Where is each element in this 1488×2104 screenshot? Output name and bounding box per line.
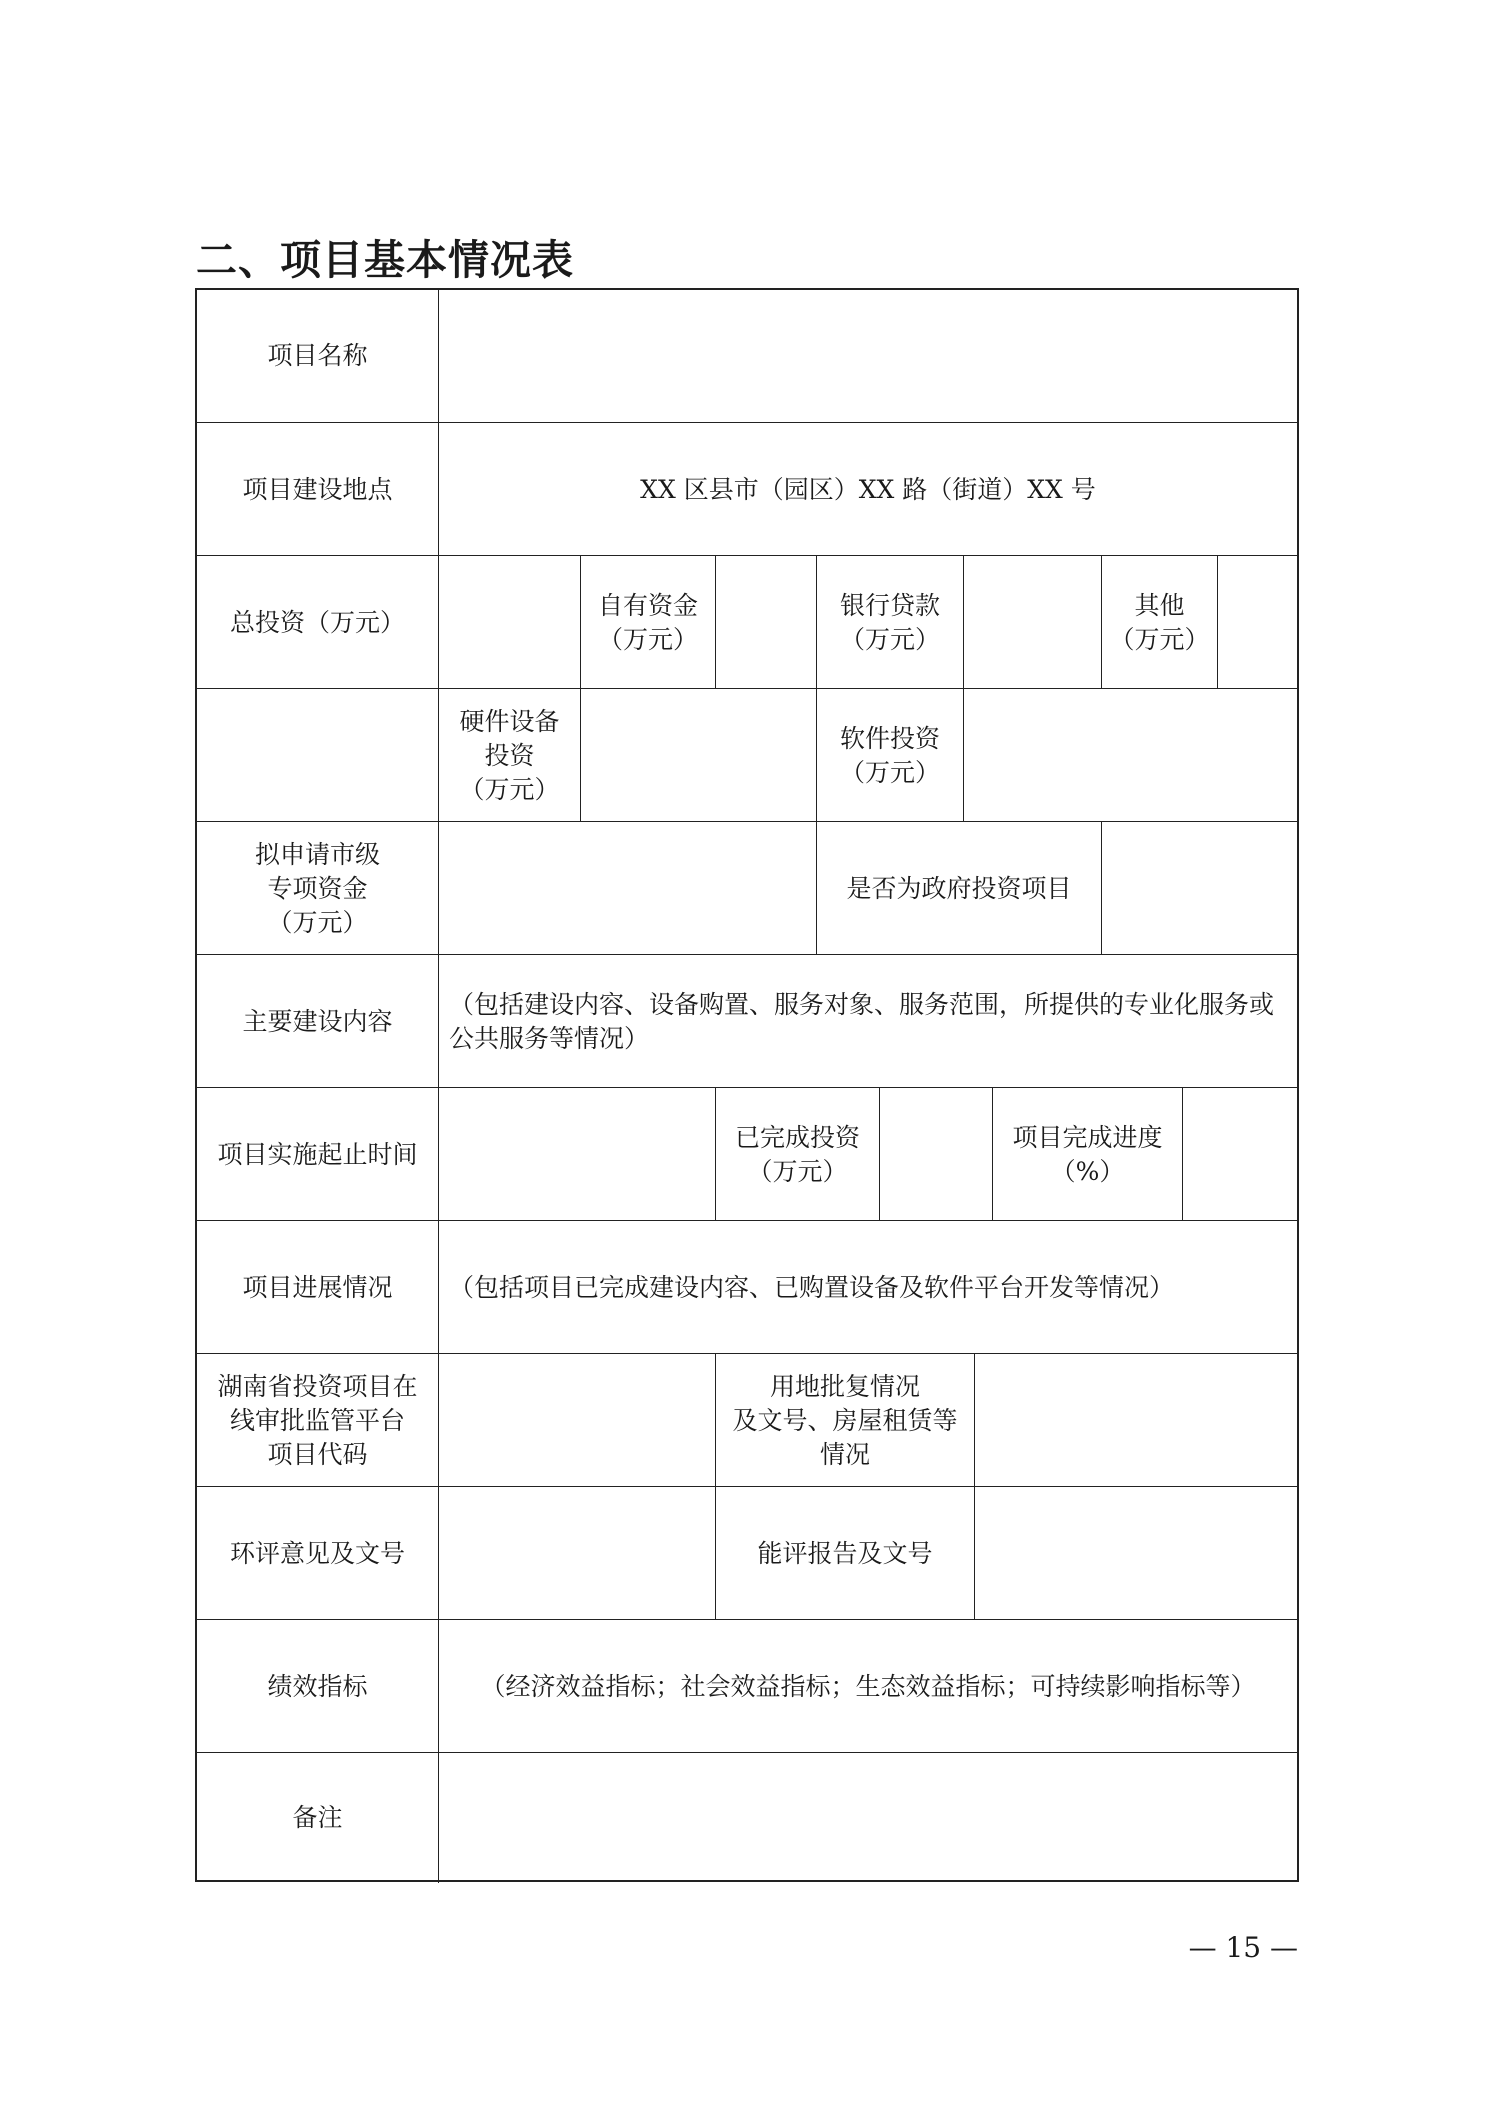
input-land-approval[interactable] [974, 1354, 1297, 1487]
input-gov-investment[interactable] [1101, 822, 1297, 955]
label-completed-investment: 已完成投资 （万元） [715, 1088, 879, 1221]
label-location: 项目建设地点 [242, 474, 393, 504]
input-main-content[interactable]: （包括建设内容、设备购置、服务对象、服务范围，所提供的专业化服务或公共服务等情况） [438, 955, 1297, 1088]
label-land-approval: 用地批复情况 及文号、房屋租赁等 情况 [715, 1354, 974, 1487]
input-own-funds[interactable] [715, 556, 816, 689]
row-performance [197, 1619, 1297, 1753]
row-hardware-software [197, 688, 1297, 822]
input-hardware-investment[interactable] [580, 689, 816, 822]
label-special-funds: 拟申请市级 专项资金 （万元） [254, 839, 380, 937]
input-eia[interactable] [438, 1487, 715, 1620]
label-main-content: 主要建设内容 [242, 1006, 393, 1036]
row-platform-code [197, 1353, 1297, 1487]
input-platform-code[interactable] [438, 1354, 715, 1487]
input-remarks[interactable] [438, 1753, 1297, 1883]
label-other-funds: 其他 （万元） [1101, 556, 1217, 689]
label-own-funds: 自有资金 （万元） [580, 556, 715, 689]
label-energy-report: 能评报告及文号 [715, 1487, 974, 1620]
row-total-investment [197, 555, 1297, 689]
input-total-investment[interactable] [438, 556, 580, 689]
label-performance: 绩效指标 [267, 1671, 368, 1701]
label-hardware-investment: 硬件设备 投资 （万元） [438, 689, 580, 822]
label-status: 项目进展情况 [242, 1272, 393, 1302]
label-total-investment: 总投资（万元） [229, 607, 405, 637]
label-bank-loan: 银行贷款 （万元） [816, 556, 963, 689]
row-period [197, 1087, 1297, 1221]
project-info-table [195, 288, 1299, 1882]
input-project-name[interactable] [438, 290, 1297, 422]
input-location[interactable]: XX 区县市（园区）XX 路（街道）XX 号 [438, 423, 1297, 556]
input-other-funds[interactable] [1217, 556, 1297, 689]
input-bank-loan[interactable] [963, 556, 1101, 689]
input-performance[interactable]: （经济效益指标；社会效益指标；生态效益指标；可持续影响指标等） [438, 1620, 1297, 1753]
row-special-funds [197, 821, 1297, 955]
input-status[interactable]: （包括项目已完成建设内容、已购置设备及软件平台开发等情况） [438, 1221, 1297, 1354]
row-project-name [197, 290, 1297, 422]
label-progress-percent: 项目完成进度 （%） [992, 1088, 1182, 1221]
label-period: 项目实施起止时间 [217, 1139, 418, 1169]
row-location [197, 422, 1297, 556]
input-software-investment[interactable] [963, 689, 1297, 822]
row-remarks [197, 1752, 1297, 1883]
page-title: 二、项目基本情况表 [196, 236, 574, 284]
row-eia [197, 1486, 1297, 1620]
label-software-investment: 软件投资 （万元） [816, 689, 963, 822]
label-remarks: 备注 [292, 1803, 343, 1832]
page-number: — 15 — [1188, 1931, 1298, 1964]
row-status [197, 1220, 1297, 1354]
label-eia: 环评意见及文号 [229, 1538, 405, 1568]
input-energy-report[interactable] [974, 1487, 1297, 1620]
blank-cell [197, 689, 438, 822]
row-main-content [197, 954, 1297, 1088]
input-completed-investment[interactable] [879, 1088, 992, 1221]
label-project-name: 项目名称 [267, 341, 368, 370]
input-period[interactable] [438, 1088, 715, 1221]
label-platform-code: 湖南省投资项目在 线审批监管平台 项目代码 [217, 1371, 418, 1469]
input-special-funds[interactable] [438, 822, 816, 955]
label-gov-investment: 是否为政府投资项目 [816, 822, 1101, 955]
input-progress-percent[interactable] [1182, 1088, 1297, 1221]
